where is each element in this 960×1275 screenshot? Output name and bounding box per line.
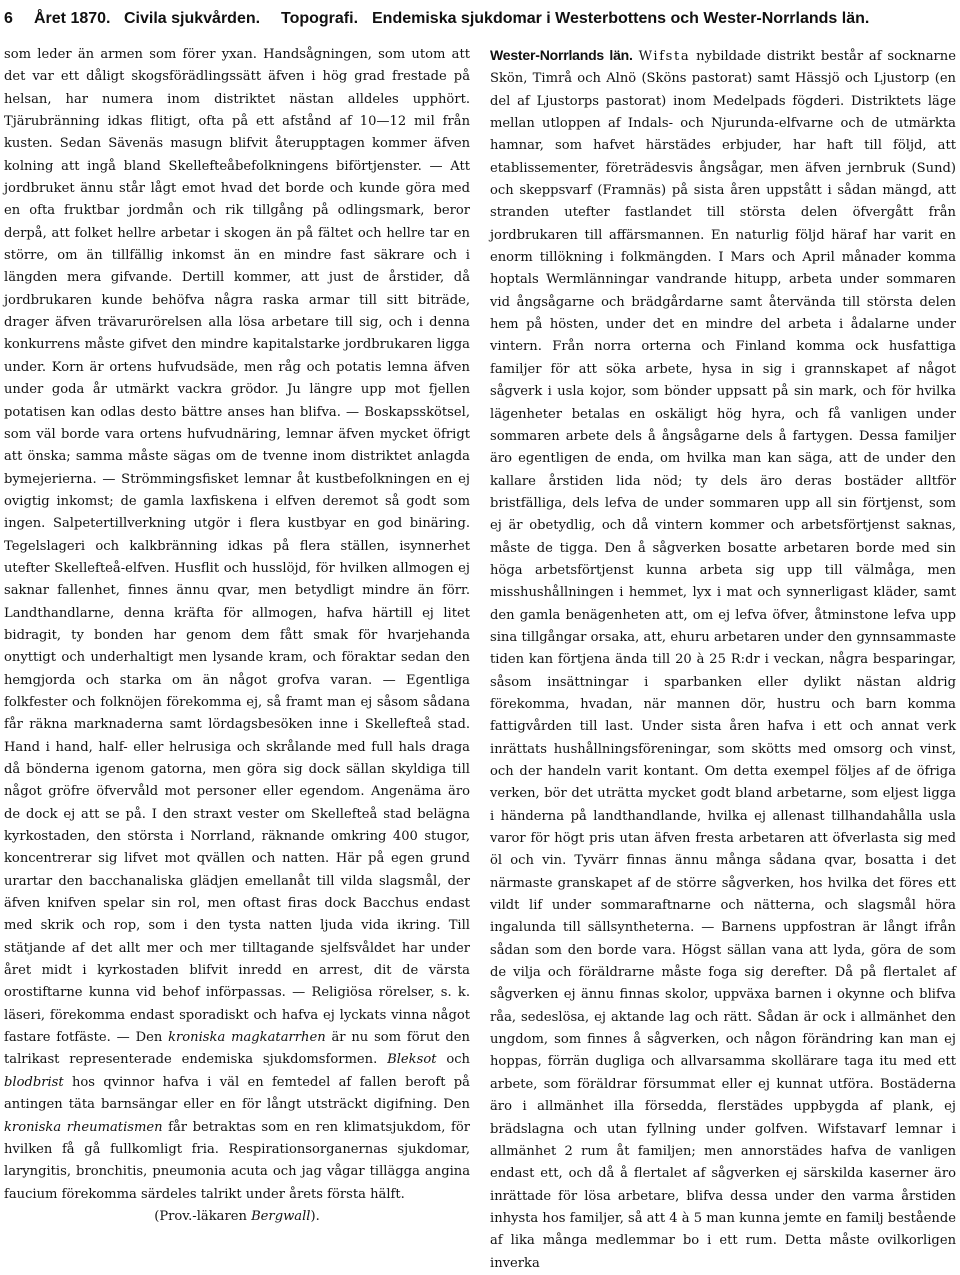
right-column: [490, 44, 956, 1271]
left-body-text-5: får betraktas som en ren klimatsjukdom, för hvilken få gå fullkomligt fria. Respirationsorganernas sjukdomar, laryngitis, bronchitis, pneumonia acuta och jag vågar tillägga angina faucium förekomma särdeles talrikt under årets första hälft.: [4, 1119, 471, 1202]
left-body-text: som leder än armen som förer yxan. Handsågningen, som utom att det var ett dåligt skogsförädlingssätt äfven i hög grad frestade på helsan, har numera inom distriktet nästan alldeles upphört. Tjärubränning idkas flitigt, ofta på ett afstånd af 10—12 mil från kusten. Sedan Sävenäs masugn blifvit återupptagen kommer äfven kolning att ingå bland Skellefteåbefolkningens biförtjenster. — Att jordbruket ännu står lågt emot hvad det borde och kunde göra med en ofta fruktbar jordmån och rik tillgång på odlingsmark, beror derpå, att folket hellre arbetar i skogen än på fältet och hellre tar en större, om än tillfällig inkomst än en mindre fast säkrare och i längden mera gifvande. Dertill kommer, att just de årstider, då jordbrukaren kunde behöfva några raska armar till sitt biträde, drager äfven trävarurörelsen alla lösa arbetare till sig, och i denna konkurrens måste gifvet den mindre kapitalstarke jordbrukaren ligga under. Korn är ortens hufvudsäde, men råg och potatis lemna äfven under goda år utmärkt vackra grödor. Ju längre upp mot fjellen potatisen kan odlas desto bättre anses han blifva. — Boskapsskötsel, som väl borde vara ortens hufvudnäring, lemnar äfven mycket öfrigt att önska; samma måste sägas om de tvenne inom distriktet anlagda bymejerierna. — Strömmingsfisket lemnar åt kustbefolkningen en ej ovigtig inkomst; de gamla laxfiskena i elfven deremot så godt som ingen. Salpetertillverkning utgör i flera kustbyar en god binäring. Tegelslageri och kalkbränning idkas på flera ställen, isynnerhet utefter Skellefteå-elfven. Husflit och husslöjd, för hvilken allmogen ej saknar fallenhet, finnes ännu qvar, men betydligt mindre än förr. Landthandlarne, denna kräfta för allmogen, hafva härtill ej litet bidragit, ty bonden har genom dem fått smak för hvarjehanda onyttigt och underhaltigt men lysande kram, och föraktar sedan den hemgjorda och starka om än något grofva varan. — Egentliga folkfester och folknöjen förekomma ej, så framt man ej såsom sådana får räkna marknaderna samt lördagsbesöken inne i Skellefteå stad. Hand i hand, half- eller helrusiga och skrålande med full hals draga då bönderna igenom gatorna, men göra sig dock sällan skyldiga till något gröfre öfvervåld mot personer eller egendom. Angenäma äro de dock ej att se på. I den straxt vester om Skellefteå stad belägna kyrkostaden, den största i Norrland, räknande omkring 400 stugor, koncentrerar sig lifvet mot qvällen och natten. Här på egen grund urartar den bacchanaliska glädjen emellanåt till vilda slagsmål, der äfven knifven spelar sin rol, men oftast firas dock Bacchus endast med skrik och rop, som i den tysta natten ljuda vida ikring. Till stätjande af det allt mer och mer tilltagande sjelfsvåldet har under året midt i kyrkostaden blifvit inredd en arrest, dit de värsta orostiftarne kunna vid behof införpassas. — Religiösa rörelser, s. k. läseri, förekomma endast sporadiskt och hafva ej lyckats vinna något fastare fotfäste. — Den: [4, 47, 470, 1046]
left-column: [4, 44, 471, 1224]
left-body-text-2: är nu som förut den talrikast representerade endemiska sjukdomsformen.: [4, 1030, 470, 1068]
topic-label: Topografi.: [281, 10, 359, 27]
right-body-text: nybildade distrikt består af socknarne Skön, Timrå och Alnö (Sköns pastorat) samt Hässjö och Ljustorp (en del af Ljustorps pastorat) inom Medelpads fögderi. Distriktets läge mellan utloppen af Indals- och Njurunda-elfvarne och de utmärkta hamnar, som hafvet härstädes erbjuder, har haft till följd, att etablissementer, företrädesvis ångsågar, men äfven jernbruk (Sund) och skeppsvarf (Framnäs) på sista åren uppstått i sådan mängd, att stranden utefter fastlandet till största delen öfvergått från jordbrukaren till affärsmannen. En naturlig följd häraf har varit en enorm tillökning i folkmängden. I Mars och April månader komma hoptals Wermlänningar vandrande hitupp, arbeta under sommaren vid ångsågarne och brädgårdarne samt återvända till största delen hem på hösten, under det en mindre del arbeta i ådalarne under vintern. Från norra orterna och Finland komma ock husfattiga familjer för att söka arbete, hysa in sig i grannskapet af något sågverk i usla kojor, som bönder uppsatt på sin mark, och för hvilka lägenheter betalas en oskäligt hög hyra, och få vanligen under sommaren arbete dels å ångsågarne dels å fartygen. Dessa familjer äro egentligen de enda, om hvilka man kan säga, att de under den kallare årstiden lida nöd; ty dels äro deras bostäder alltför bristfälliga, dels lefva de under sommaren upp all sin förtjenst, som ej är obetydlig, och då vintern kommer och arbetsförtjenst saknas, måste de tigga. Den å sågverken bosatte arbetaren borde med sin höga arbetsförtjenst kunna arbeta sig upp till välmåga, men misshushållningen i hemmet, lyx i mat och synnerligast kläder, samt den gamla benägenheten att, om ej lefva öfver, åtminstone lefva upp sina tillgångar orsaka, att, ehuru arbetaren under den gynnsammaste tiden kan förtjena ända till 20 à 25 R:dr i veckan, några besparingar, såsom insättningar i sparbanken eller dylikt nästan aldrig förekomma, hvadan, när mannen dör, hustru och barn komma fattigvården till last. Under sista åren hafva i ett och annat verk inrättats hushållningsföreningar, som skötts med omsorg och vinst, och der handeln varit kontant. Om detta exempel följes af de öfriga verken, bör det uträtta mycket godt bland arbetarne, som eljest ligga i händerna på landthandlande, hvilka ej allenast tillhandahålla usla varor för högt pris utan äfven fresta arbetaren att öfverlasta sig med öl och vin. Tyvärr finnas ännu många sådana qvar, bosatta i det närmaste granskapet af de större sågverken, hos hvilka det föres ett vildt lif under sommaraftnarne och nätterna, och slagsmål höra ingalunda till sällsyntheterna. — Barnens uppfostran är långt ifrån sådan som den borde vara. Högst sällan vana att lyda, göra de som de vilja och föräldrarne måste foga sig derefter. Då på flertalet af sågverken ej ännu finnas skolor, uppväxa barnen i okynne och blifva råa, sedeslösa, ej aktande lag och rätt. Sådan är ock i allmänhet den ungdom, som finnes å sågverken, och någon förändring kan man ej hoppas, förrän dugliga och allvarsamma skollärare taga itu med ett arbete, som föräldrar försummat eller ej kunnat utföra. Bostäderna äro i allmänhet illa försedda, flerstädes uppbygda af plank, ej brädslagna och utan fyllning under golfven. Wifstavarf lemnar i allmänhet 2 rum åt familjen; men annorstädes hafva de vanligen endast ett, och då å flertalet af sågverken ej särskilda kaserner äro inrättade för lösa arbetare, blifva dessa under den varma årstiden inhysta hos familjer, så att 4 à 5 man kunna jemte en familj bestående af lika många medlemmar bo i ett rum. Detta måste ovilkorligen inverka: [490, 49, 956, 1271]
text-columns: [4, 44, 956, 1271]
left-body-text-4: hos qvinnor hafva i väl en femtedel af fallen beroft på antingen täta barnsängar eller en för långt utsträckt digifning. Den: [4, 1074, 470, 1113]
signature-name: Bergwall: [251, 1208, 311, 1224]
running-head: [0, 6, 960, 32]
signature: [4, 1206, 470, 1228]
district-name: Wifsta: [638, 49, 691, 64]
left-body-text-3: och: [436, 1052, 470, 1068]
year-label: Året 1870.: [34, 10, 111, 27]
page-title: Endemiska sjukdomar i Westerbottens och Wester-Norrlands län.: [372, 10, 870, 27]
signature-open: (Prov.-läkaren: [154, 1208, 252, 1224]
term-kroniska-magkatarrhen: kroniska magkatarrhen: [168, 1030, 326, 1046]
page-number: 6: [4, 10, 13, 27]
left-paragraph: [4, 44, 470, 1206]
section-label: Civila sjukvården.: [124, 10, 261, 27]
term-blodbrist: blodbrist: [4, 1074, 64, 1090]
region-heading: Wester-Norrlands län.: [490, 47, 633, 63]
right-paragraph: [490, 44, 956, 1275]
signature-close: ).: [310, 1208, 320, 1224]
term-kroniska-rheumatismen: kroniska rheumatismen: [4, 1119, 163, 1135]
term-bleksot: Bleksot: [387, 1052, 437, 1068]
